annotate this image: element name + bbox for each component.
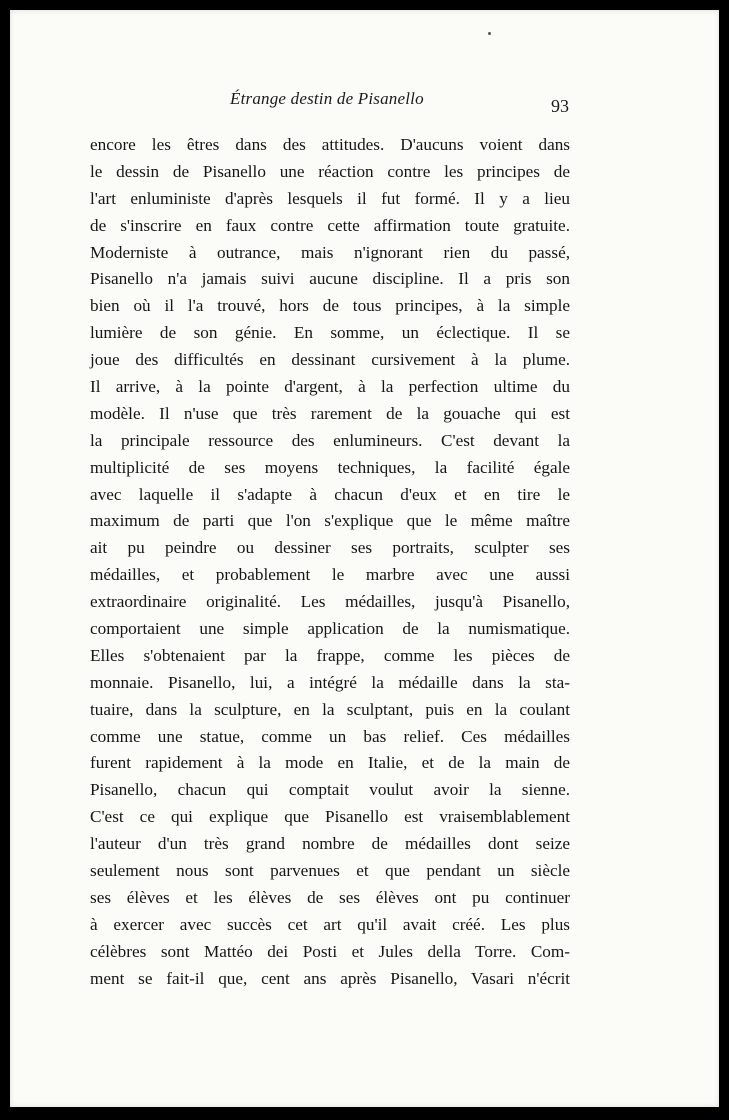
text-line: Pisanello n'a jamais suivi aucune discipline. Il a pris son [90,269,570,289]
text-line: lumière de son génie. En somme, un éclectique. Il se [90,323,570,343]
text-line: le dessin de Pisanello une réaction contre les principes de [90,161,570,181]
text-line: joue des difficultés en dessinant cursivement à la plume. [90,350,570,370]
text-line: seulement nous sont parvenues et que pendant un siècle [90,861,570,881]
text-line: comme une statue, comme un bas relief. Ces médailles [90,726,570,746]
text-line: ses élèves et les élèves de ses élèves ont pu continuer [90,887,570,907]
text-line: modèle. Il n'use que très rarement de la gouache qui est [90,403,570,423]
text-line: la principale ressource des enlumineurs. C'est devant la [90,430,570,450]
text-line: maximum de parti que l'on s'explique que le même maître [90,511,570,531]
text-line: Il arrive, à la pointe d'argent, à la perfection ultime du [90,377,570,397]
text-line: Moderniste à outrance, mais n'ignorant rien du passé, [90,242,570,262]
text-line: l'auteur d'un très grand nombre de médailles dont seize [90,834,570,854]
text-line: l'art enluministe d'après lesquels il fut formé. Il y a lieu [90,188,570,208]
text-line: ment se fait-il que, cent ans après Pisanello, Vasari n'écrit [90,968,570,988]
body-text [90,132,570,993]
page-speck [488,32,491,35]
text-line: bien où il l'a trouvé, hors de tous principes, à la simple [90,296,570,316]
text-line: multiplicité de ses moyens techniques, la facilité égale [90,457,570,477]
text-line: tuaire, dans la sculpture, en la sculptant, puis en la coulant [90,699,570,719]
book-page [10,10,719,1107]
text-line: encore les êtres dans des attitudes. D'aucuns voient dans [90,135,570,154]
text-line: ait pu peindre ou dessiner ses portraits, sculpter ses [90,538,570,558]
text-line: célèbres sont Mattéo dei Posti et Jules della Torre. Com- [90,941,570,961]
running-title: Étrange destin de Pisanello [230,89,424,108]
text-line: extraordinaire originalité. Les médailles, jusqu'à Pisanello, [90,592,570,612]
text-line: Elles s'obtenaient par la frappe, comme les pièces de [90,645,570,665]
page-number: 93 [551,96,569,116]
text-line: de s'inscrire en faux contre cette affirmation toute gratuite. [90,215,570,235]
text-line: médailles, et probablement le marbre avec une aussi [90,565,570,585]
text-line: comportaient une simple application de la numismatique. [90,619,570,639]
text-line: monnaie. Pisanello, lui, a intégré la médaille dans la sta- [90,672,570,692]
text-line: Pisanello, chacun qui comptait voulut avoir la sienne. [90,780,570,800]
text-line: avec laquelle il s'adapte à chacun d'eux et en tire le [90,484,570,504]
text-line: furent rapidement à la mode en Italie, et de la main de [90,753,570,773]
text-line: C'est ce qui explique que Pisanello est vraisemblablement [90,807,570,827]
text-line: à exercer avec succès cet art qu'il avait créé. Les plus [90,914,570,934]
